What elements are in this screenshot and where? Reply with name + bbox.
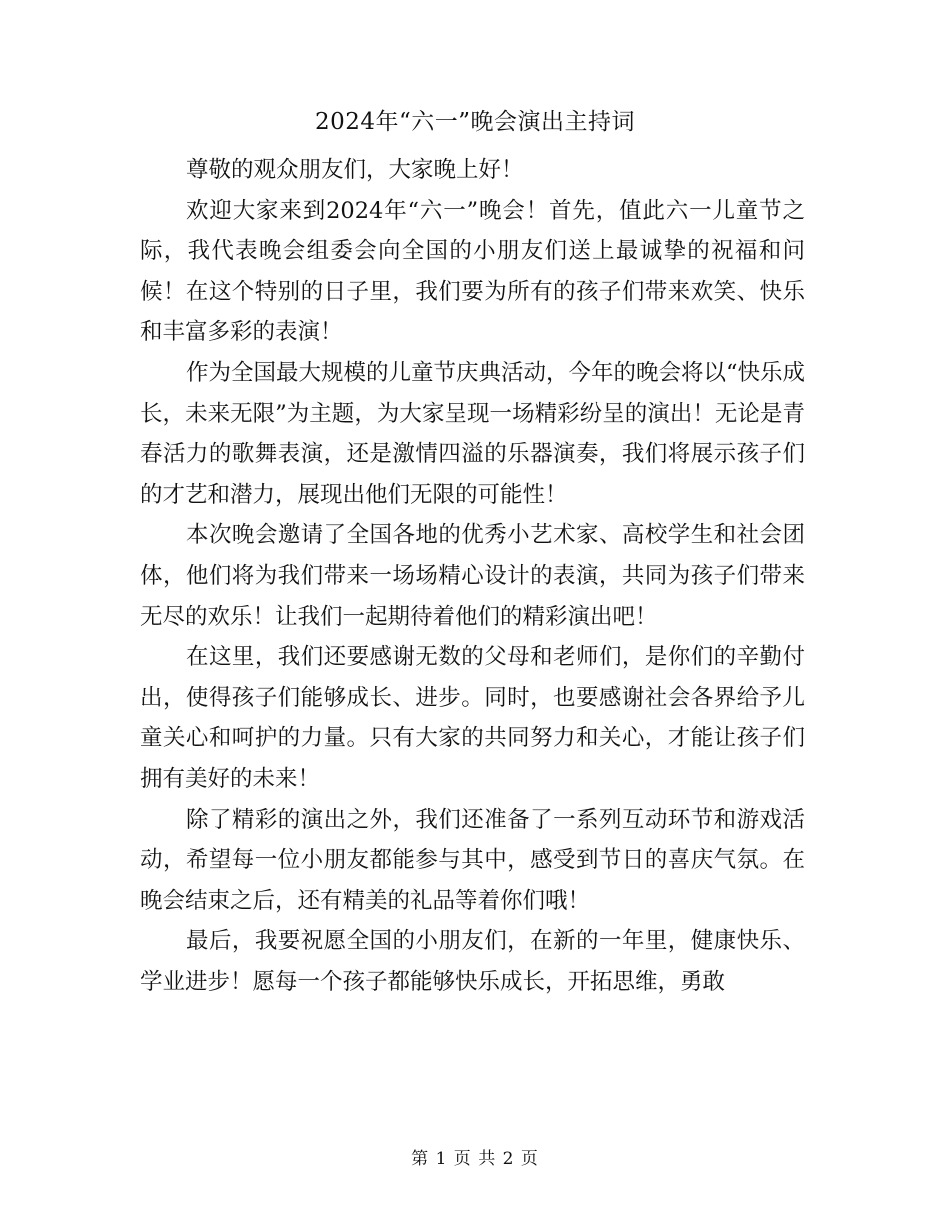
document-title: 2024年“六一”晚会演出主持词	[314, 109, 636, 135]
page-number-footer: 第 1 页 共 2 页	[411, 1149, 539, 1169]
paragraph-performers: 本次晚会邀请了全国各地的优秀小艺术家、高校学生和社会团体，他们将为我们带来一场场精心设计的表演，共同为孩子们带来无尽的欢乐！让我们一起期待着他们的精彩演出吧！	[140, 522, 805, 630]
paragraph-thanks: 在这里，我们还要感谢无数的父母和老师们，是你们的辛勤付出，使得孩子们能够成长、进步。同时，也要感谢社会各界给予儿童关心和呵护的力量。只有大家的共同努力和关心，才能让孩子们拥有美好的未来！	[140, 644, 805, 792]
document-body	[140, 150, 805, 1002]
paragraph-wishes: 最后，我要祝愿全国的小朋友们，在新的一年里，健康快乐、学业进步！愿每一个孩子都能够快乐成长，开拓思维，勇敢	[140, 928, 805, 995]
paragraph-theme: 作为全国最大规模的儿童节庆典活动，今年的晚会将以“快乐成长，未来无限”为主题，为大家呈现一场精彩纷呈的演出！无论是青春活力的歌舞表演，还是激情四溢的乐器演奏，我们将展示孩子们的才艺和潜力，展现出他们无限的可能性！	[140, 359, 806, 508]
paragraph-greeting: 尊敬的观众朋友们，大家晚上好！	[186, 157, 524, 183]
paragraph-welcome: 欢迎大家来到2024年“六一”晚会！首先，值此六一儿童节之际，我代表晚会组委会向全国的小朋友们送上最诚挚的祝福和问候！在这个特别的日子里，我们要为所有的孩子们带来欢笑、快乐和丰富多彩的表演！	[140, 197, 805, 346]
paragraph-activities: 除了精彩的演出之外，我们还准备了一系列互动环节和游戏活动，希望每一位小朋友都能参与其中，感受到节日的喜庆气氛。在晚会结束之后，还有精美的礼品等着你们哦！	[140, 806, 805, 914]
